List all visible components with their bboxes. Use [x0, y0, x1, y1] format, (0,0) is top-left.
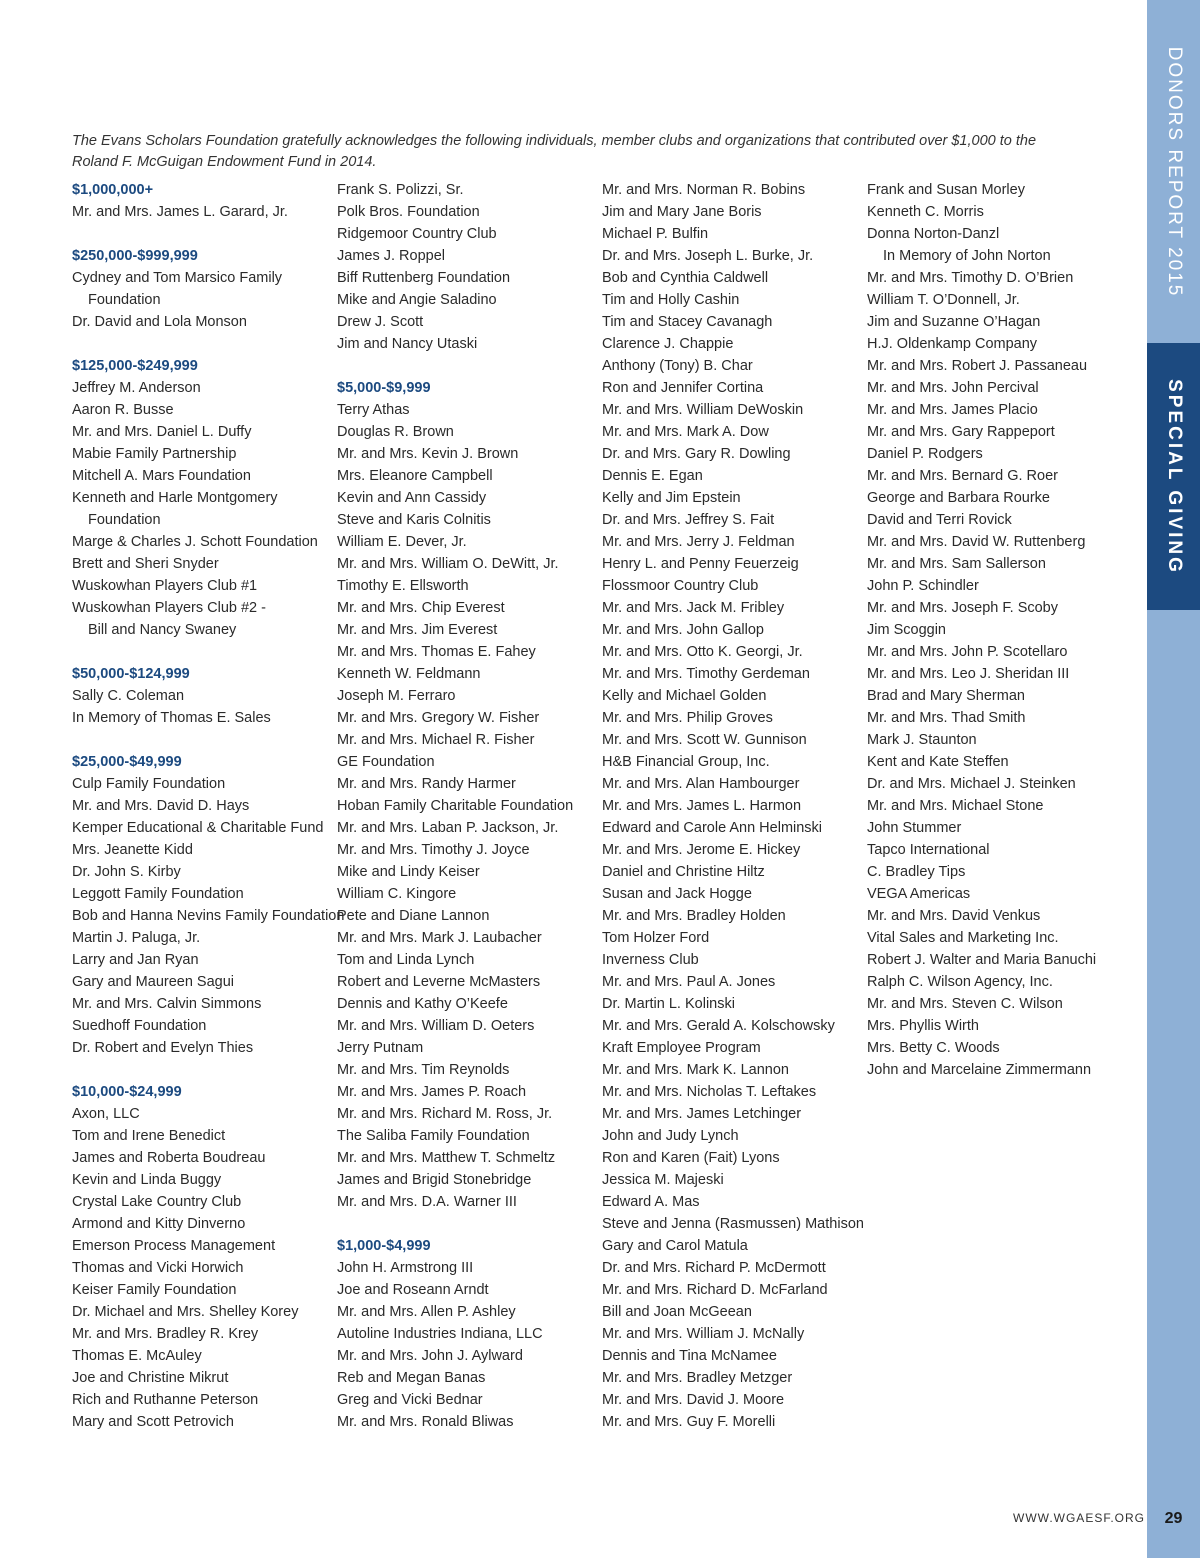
donor-name: Mr. and Mrs. James Letchinger: [602, 1106, 802, 1122]
donor-name: John and Marcelaine Zimmermann: [867, 1062, 1092, 1078]
page-number: 29: [1164, 1510, 1183, 1527]
donor-name: Mr. and Mrs. William DeWoskin: [602, 402, 804, 418]
donor-name: Robert and Leverne McMasters: [337, 974, 541, 990]
donor-name: Aaron R. Busse: [72, 402, 174, 418]
gift-level-heading: $5,000-$9,999: [337, 380, 431, 396]
donor-name: Mr. and Mrs. James Placio: [867, 402, 1038, 418]
donor-name: Mr. and Mrs. Norman R. Bobins: [602, 182, 806, 198]
donor-name: Tom and Irene Benedict: [72, 1128, 226, 1144]
donor-name: Mr. and Mrs. David Venkus: [867, 908, 1041, 924]
donor-name: Mr. and Mrs. Randy Harmer: [337, 776, 516, 792]
donor-name: Mr. and Mrs. John J. Aylward: [337, 1348, 523, 1364]
donor-name: Mitchell A. Mars Foundation: [72, 468, 251, 484]
donor-name: Mr. and Mrs. Steven C. Wilson: [867, 996, 1063, 1012]
donor-name: Mr. and Mrs. Nicholas T. Leftakes: [602, 1084, 817, 1100]
donor-name: Hoban Family Charitable Foundation: [337, 798, 574, 814]
donor-name: Gary and Carol Matula: [602, 1238, 748, 1254]
section-spacer: [337, 355, 573, 377]
donor-name-continuation: Foundation: [88, 292, 161, 308]
donor-name: John H. Armstrong III: [337, 1260, 474, 1276]
donor-name: Gary and Maureen Sagui: [72, 974, 235, 990]
donor-name: Mr. and Mrs. Jack M. Fribley: [602, 600, 785, 616]
section-spacer: [72, 641, 344, 663]
donor-name: Leggott Family Foundation: [72, 886, 244, 902]
gift-level-heading: $250,000-$999,999: [72, 248, 198, 264]
donor-name: Tom Holzer Ford: [602, 930, 710, 946]
donor-column-3: [602, 179, 864, 1433]
donor-name: Mr. and Mrs. David W. Ruttenberg: [867, 534, 1086, 550]
donor-name: Terry Athas: [337, 402, 410, 418]
donor-name: C. Bradley Tips: [867, 864, 966, 880]
donor-name: Mr. and Mrs. Richard D. McFarland: [602, 1282, 828, 1298]
report-title: DONORS REPORT 2015: [1163, 46, 1185, 297]
donor-name: Mr. and Mrs. John P. Scotellaro: [867, 644, 1068, 660]
donor-name: Joe and Roseann Arndt: [337, 1282, 489, 1298]
donor-name: In Memory of Thomas E. Sales: [72, 710, 271, 726]
donor-name: Donna Norton-Danzl: [867, 226, 1000, 242]
donor-name: Douglas R. Brown: [337, 424, 454, 440]
donor-name: Mr. and Mrs. David J. Moore: [602, 1392, 785, 1408]
section-title: SPECIAL GIVING: [1163, 378, 1185, 575]
donor-name: Kent and Kate Steffen: [867, 754, 1009, 770]
donor-name: Flossmoor Country Club: [602, 578, 759, 594]
donor-name-continuation: Foundation: [88, 512, 161, 528]
donor-name: Dennis and Tina McNamee: [602, 1348, 777, 1364]
donor-name: Jim and Mary Jane Boris: [602, 204, 762, 220]
gift-level-heading: $1,000-$4,999: [337, 1238, 431, 1254]
donor-name: Mike and Lindy Keiser: [337, 864, 480, 880]
donor-name: Mr. and Mrs. Joseph F. Scoby: [867, 600, 1058, 616]
donor-name: Mr. and Mrs. Ronald Bliwas: [337, 1414, 514, 1430]
donor-name: Mr. and Mrs. Daniel L. Duffy: [72, 424, 252, 440]
donor-name: Mabie Family Partnership: [72, 446, 237, 462]
donor-name: Mark J. Staunton: [867, 732, 977, 748]
donor-column-2: [337, 179, 573, 1433]
donor-name: George and Barbara Rourke: [867, 490, 1050, 506]
donor-name: William T. O’Donnell, Jr.: [867, 292, 1020, 308]
donor-name: Joe and Christine Mikrut: [72, 1370, 229, 1386]
donor-name: Dr. Robert and Evelyn Thies: [72, 1040, 254, 1056]
gift-level-heading: $50,000-$124,999: [72, 666, 190, 682]
donor-name: Rich and Ruthanne Peterson: [72, 1392, 259, 1408]
donor-name: Mr. and Mrs. Thomas E. Fahey: [337, 644, 536, 660]
donor-name: Mr. and Mrs. Tim Reynolds: [337, 1062, 510, 1078]
donor-name: Sally C. Coleman: [72, 688, 185, 704]
donor-name: Mr. and Mrs. Bradley Metzger: [602, 1370, 793, 1386]
donor-name: Jessica M. Majeski: [602, 1172, 724, 1188]
donor-name: Kevin and Ann Cassidy: [337, 490, 487, 506]
section-spacer: [72, 223, 344, 245]
donor-name: Emerson Process Management: [72, 1238, 276, 1254]
donor-name: Mr. and Mrs. Guy F. Morelli: [602, 1414, 776, 1430]
donor-name: Edward A. Mas: [602, 1194, 700, 1210]
donor-name: Mr. and Mrs. John Percival: [867, 380, 1039, 396]
donor-name: Wuskowhan Players Club #2 -: [72, 600, 266, 616]
donor-name: Mr. and Mrs. Michael R. Fisher: [337, 732, 535, 748]
donor-name: Reb and Megan Banas: [337, 1370, 486, 1386]
donor-name: Mr. and Mrs. Allen P. Ashley: [337, 1304, 516, 1320]
sidebar-lower-band: [1147, 610, 1200, 1558]
donor-name: Drew J. Scott: [337, 314, 424, 330]
donor-name: Culp Family Foundation: [72, 776, 226, 792]
donor-name: James and Brigid Stonebridge: [337, 1172, 532, 1188]
donor-name: Clarence J. Chappie: [602, 336, 734, 352]
donor-name: The Saliba Family Foundation: [337, 1128, 530, 1144]
donor-name: William C. Kingore: [337, 886, 457, 902]
donor-name: Mr. and Mrs. Paul A. Jones: [602, 974, 776, 990]
donor-name: Mr. and Mrs. James P. Roach: [337, 1084, 527, 1100]
donor-name: Mr. and Mrs. Michael Stone: [867, 798, 1044, 814]
donor-name: Mr. and Mrs. William O. DeWitt, Jr.: [337, 556, 559, 572]
donor-name: GE Foundation: [337, 754, 435, 770]
donor-name: Dr. and Mrs. Gary R. Dowling: [602, 446, 791, 462]
donor-name: Mr. and Mrs. Mark A. Dow: [602, 424, 769, 440]
donor-name: Greg and Vicki Bednar: [337, 1392, 483, 1408]
donor-name: H&B Financial Group, Inc.: [602, 754, 770, 770]
donor-name: Ralph C. Wilson Agency, Inc.: [867, 974, 1053, 990]
gift-level-heading: $125,000-$249,999: [72, 358, 198, 374]
donor-name: Jim and Nancy Utaski: [337, 336, 478, 352]
donor-name: Daniel P. Rodgers: [867, 446, 983, 462]
donor-name: Mr. and Mrs. Matthew T. Schmeltz: [337, 1150, 556, 1166]
donor-name: Dr. John S. Kirby: [72, 864, 181, 880]
donor-name: Kemper Educational & Charitable Fund: [72, 820, 324, 836]
donor-name: Dr. Michael and Mrs. Shelley Korey: [72, 1304, 299, 1320]
donor-name: Brad and Mary Sherman: [867, 688, 1025, 704]
gift-level-heading: $1,000,000+: [72, 182, 154, 198]
donor-name: Dennis E. Egan: [602, 468, 703, 484]
donor-name: Mr. and Mrs. Jim Everest: [337, 622, 498, 638]
donor-name: Mr. and Mrs. James L. Garard, Jr.: [72, 204, 288, 220]
donor-name: Mr. and Mrs. James L. Harmon: [602, 798, 802, 814]
donor-name: Mr. and Mrs. Richard M. Ross, Jr.: [337, 1106, 553, 1122]
donor-name: Dr. David and Lola Monson: [72, 314, 247, 330]
donor-name: Mr. and Mrs. Bradley Holden: [602, 908, 786, 924]
donor-name: Larry and Jan Ryan: [72, 952, 199, 968]
donor-name: Mr. and Mrs. Jerome E. Hickey: [602, 842, 801, 858]
donor-name: Polk Bros. Foundation: [337, 204, 480, 220]
donor-name: Frank and Susan Morley: [867, 182, 1025, 198]
donor-name: H.J. Oldenkamp Company: [867, 336, 1038, 352]
donor-name: Susan and Jack Hogge: [602, 886, 752, 902]
donor-name: Mr. and Mrs. Jerry J. Feldman: [602, 534, 795, 550]
section-spacer: [72, 333, 344, 355]
donor-name: John Stummer: [867, 820, 962, 836]
donor-name: Kelly and Jim Epstein: [602, 490, 741, 506]
sidebar-section-band: [1147, 343, 1200, 610]
donor-name: Timothy E. Ellsworth: [337, 578, 469, 594]
donor-name: Wuskowhan Players Club #1: [72, 578, 258, 594]
donor-name: Keiser Family Foundation: [72, 1282, 237, 1298]
donor-name: Mr. and Mrs. Scott W. Gunnison: [602, 732, 807, 748]
donor-name: Joseph M. Ferraro: [337, 688, 456, 704]
donor-name: Mr. and Mrs. William D. Oeters: [337, 1018, 535, 1034]
donor-name: Mr. and Mrs. Timothy J. Joyce: [337, 842, 530, 858]
donor-name: Kelly and Michael Golden: [602, 688, 767, 704]
donor-name: Mike and Angie Saladino: [337, 292, 497, 308]
donor-name: Jeffrey M. Anderson: [72, 380, 201, 396]
donor-name: Jim and Suzanne O’Hagan: [867, 314, 1041, 330]
donor-name: Marge & Charles J. Schott Foundation: [72, 534, 318, 550]
donor-name: Mr. and Mrs. Timothy D. O’Brien: [867, 270, 1074, 286]
donor-name: Mrs. Phyllis Wirth: [867, 1018, 979, 1034]
donor-name: Tim and Stacey Cavanagh: [602, 314, 773, 330]
donor-name: Mrs. Betty C. Woods: [867, 1040, 1000, 1056]
donor-name: Kevin and Linda Buggy: [72, 1172, 222, 1188]
donor-name: Jim Scoggin: [867, 622, 946, 638]
donor-name: Bob and Hanna Nevins Family Foundation: [72, 908, 345, 924]
donor-name: Mary and Scott Petrovich: [72, 1414, 234, 1430]
donor-name: Dr. and Mrs. Richard P. McDermott: [602, 1260, 826, 1276]
donor-name-continuation: In Memory of John Norton: [883, 248, 1051, 264]
donor-name: Jerry Putnam: [337, 1040, 424, 1056]
donor-name: Mrs. Jeanette Kidd: [72, 842, 193, 858]
donor-name: Steve and Jenna (Rasmussen) Mathison: [602, 1216, 864, 1232]
donor-name: Dr. and Mrs. Jeffrey S. Fait: [602, 512, 775, 528]
donor-name: Martin J. Paluga, Jr.: [72, 930, 201, 946]
donor-name: Autoline Industries Indiana, LLC: [337, 1326, 543, 1342]
donor-name: Mr. and Mrs. Calvin Simmons: [72, 996, 262, 1012]
website-url[interactable]: WWW.WGAESF.ORG: [1013, 1511, 1145, 1525]
donor-name: Mr. and Mrs. William J. McNally: [602, 1326, 805, 1342]
donor-name-continuation: Bill and Nancy Swaney: [88, 622, 237, 638]
donor-name: Biff Ruttenberg Foundation: [337, 270, 511, 286]
donor-name: Mr. and Mrs. Gregory W. Fisher: [337, 710, 540, 726]
donor-name: Tapco International: [867, 842, 990, 858]
donor-name: Mr. and Mrs. Gary Rappeport: [867, 424, 1055, 440]
donor-name: Dr. and Mrs. Joseph L. Burke, Jr.: [602, 248, 814, 264]
donor-name: Brett and Sheri Snyder: [72, 556, 219, 572]
intro-paragraph: The Evans Scholars Foundation gratefully acknowledges the following individuals, member clubs and organizations that contributed over $1,000 to the Roland F. McGuigan Endowment Fund in 2014.: [72, 132, 1037, 170]
donor-name: Dr. and Mrs. Michael J. Steinken: [867, 776, 1076, 792]
donor-name: John P. Schindler: [867, 578, 979, 594]
donor-name: William E. Dever, Jr.: [337, 534, 467, 550]
donor-name: Daniel and Christine Hiltz: [602, 864, 765, 880]
donor-name: Tim and Holly Cashin: [602, 292, 740, 308]
donor-name: Mr. and Mrs. D.A. Warner III: [337, 1194, 517, 1210]
donor-name: Mr. and Mrs. David D. Hays: [72, 798, 250, 814]
donor-name: Kraft Employee Program: [602, 1040, 761, 1056]
donor-name: Tom and Linda Lynch: [337, 952, 475, 968]
donor-name: Mr. and Mrs. Bernard G. Roer: [867, 468, 1058, 484]
donor-name: Mr. and Mrs. John Gallop: [602, 622, 764, 638]
donor-name: Mr. and Mrs. Bradley R. Krey: [72, 1326, 259, 1342]
donor-name: Suedhoff Foundation: [72, 1018, 207, 1034]
donor-name: David and Terri Rovick: [867, 512, 1012, 528]
donor-name: Armond and Kitty Dinverno: [72, 1216, 246, 1232]
donor-name: Dennis and Kathy O’Keefe: [337, 996, 508, 1012]
donor-name: Mr. and Mrs. Philip Groves: [602, 710, 773, 726]
donor-name: John and Judy Lynch: [602, 1128, 739, 1144]
donor-name: Steve and Karis Colnitis: [337, 512, 491, 528]
donor-name: Mr. and Mrs. Chip Everest: [337, 600, 505, 616]
donor-name: Ron and Karen (Fait) Lyons: [602, 1150, 780, 1166]
donor-name: James J. Roppel: [337, 248, 445, 264]
donor-name: Michael P. Bulfin: [602, 226, 709, 242]
donor-name: Frank S. Polizzi, Sr.: [337, 182, 464, 198]
donor-name: Mr. and Mrs. Thad Smith: [867, 710, 1026, 726]
donor-name: James and Roberta Boudreau: [72, 1150, 266, 1166]
donor-name: Mr. and Mrs. Mark K. Lannon: [602, 1062, 789, 1078]
donor-name: Inverness Club: [602, 952, 699, 968]
section-spacer: [337, 1213, 573, 1235]
donor-name: VEGA Americas: [867, 886, 971, 902]
donor-name: Kenneth W. Feldmann: [337, 666, 481, 682]
donor-name: Thomas E. McAuley: [72, 1348, 202, 1364]
donor-name: Robert J. Walter and Maria Banuchi: [867, 952, 1097, 968]
donor-name: Mr. and Mrs. Robert J. Passaneau: [867, 358, 1088, 374]
donor-name: Kenneth and Harle Montgomery: [72, 490, 278, 506]
donor-name: Ron and Jennifer Cortina: [602, 380, 764, 396]
donor-name: Dr. Martin L. Kolinski: [602, 996, 735, 1012]
donor-name: Mr. and Mrs. Leo J. Sheridan III: [867, 666, 1070, 682]
donor-name: Crystal Lake Country Club: [72, 1194, 242, 1210]
donor-name: Pete and Diane Lannon: [337, 908, 490, 924]
donor-name: Vital Sales and Marketing Inc.: [867, 930, 1059, 946]
donor-name: Mr. and Mrs. Sam Sallerson: [867, 556, 1046, 572]
donor-name: Bob and Cynthia Caldwell: [602, 270, 769, 286]
donor-name: Mr. and Mrs. Kevin J. Brown: [337, 446, 519, 462]
donor-name: Ridgemoor Country Club: [337, 226, 497, 242]
donor-name: Edward and Carole Ann Helminski: [602, 820, 823, 836]
donor-name: Axon, LLC: [72, 1106, 140, 1122]
donor-name: Mr. and Mrs. Mark J. Laubacher: [337, 930, 542, 946]
gift-level-heading: $10,000-$24,999: [72, 1084, 182, 1100]
donor-name: Bill and Joan McGeean: [602, 1304, 752, 1320]
donor-name: Kenneth C. Morris: [867, 204, 984, 220]
donor-name: Thomas and Vicki Horwich: [72, 1260, 244, 1276]
donor-name: Mr. and Mrs. Alan Hambourger: [602, 776, 800, 792]
donor-name: Mr. and Mrs. Otto K. Georgi, Jr.: [602, 644, 803, 660]
donor-column-4: [867, 179, 1096, 1081]
donor-name: Mr. and Mrs. Timothy Gerdeman: [602, 666, 810, 682]
donor-name: Mrs. Eleanore Campbell: [337, 468, 493, 484]
sidebar-report-band: [1147, 0, 1200, 343]
gift-level-heading: $25,000-$49,999: [72, 754, 182, 770]
donor-name: Cydney and Tom Marsico Family: [72, 270, 283, 286]
donor-name: Mr. and Mrs. Gerald A. Kolschowsky: [602, 1018, 835, 1034]
donor-column-1: [72, 179, 344, 1433]
donor-name: Anthony (Tony) B. Char: [602, 358, 753, 374]
donor-name: Mr. and Mrs. Laban P. Jackson, Jr.: [337, 820, 559, 836]
section-spacer: [72, 1059, 344, 1081]
donor-name: Henry L. and Penny Feuerzeig: [602, 556, 799, 572]
section-spacer: [72, 729, 344, 751]
